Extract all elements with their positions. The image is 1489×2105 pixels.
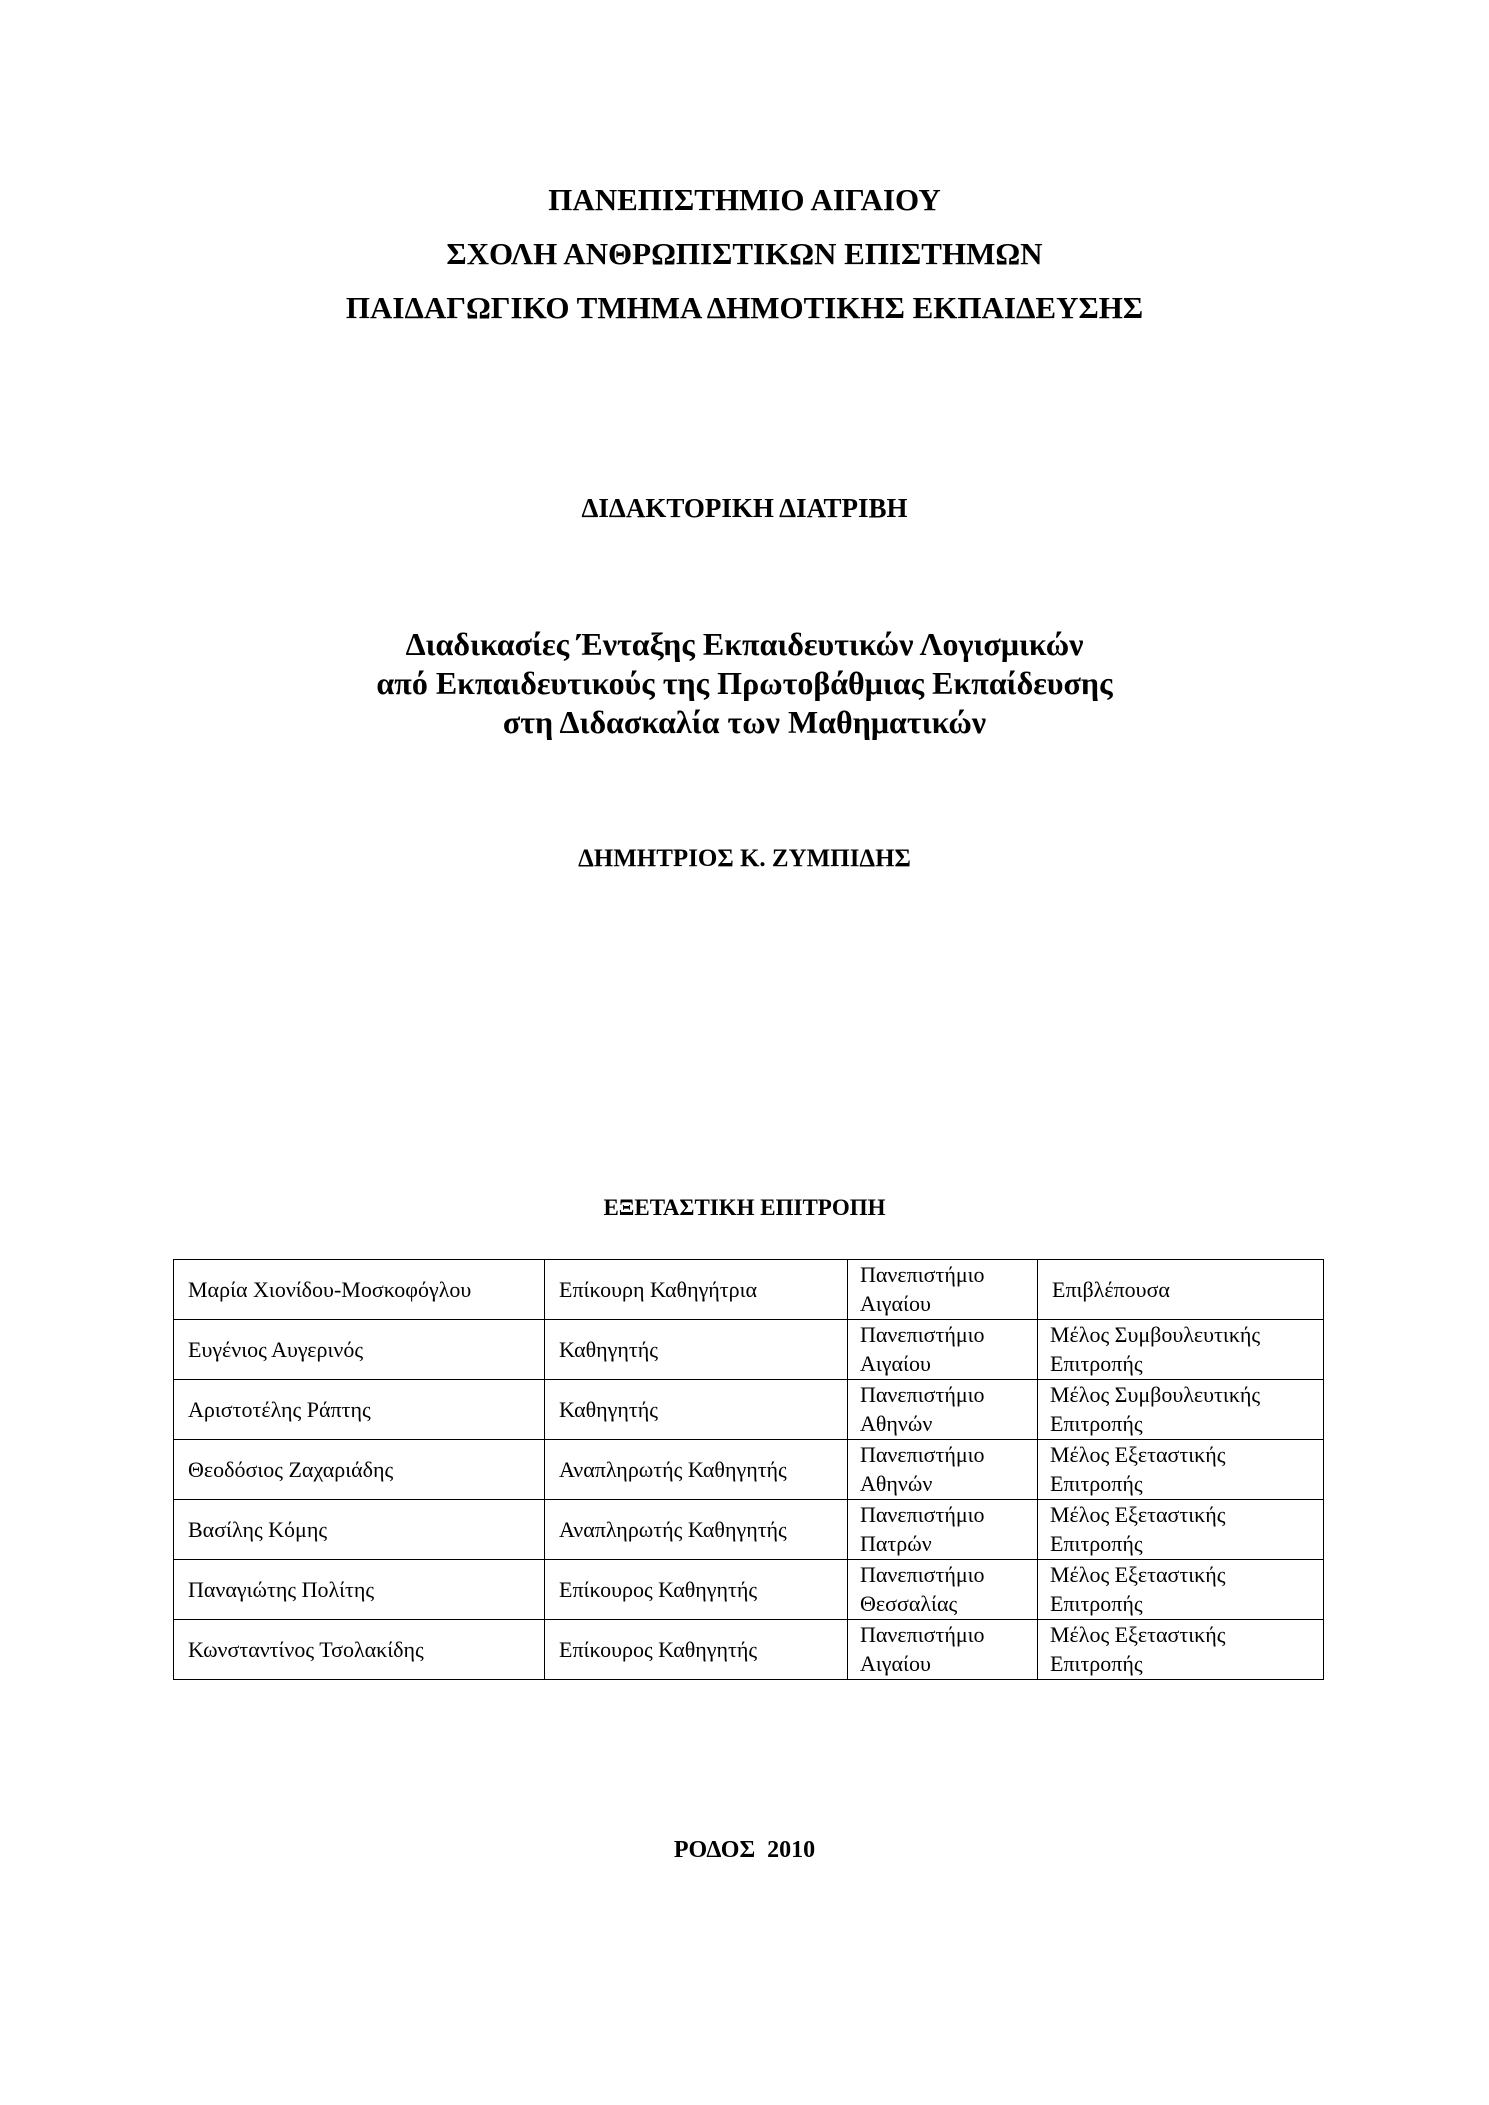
member-role <box>1038 1560 1324 1620</box>
member-role <box>1038 1440 1324 1500</box>
department-name: ΠΑΙΔΑΓΩΓΙΚΟ ΤΜΗΜΑ ΔΗΜΟΤΙΚΗΣ ΕΚΠΑΙΔΕΥΣΗΣ <box>345 290 1144 325</box>
role-line-1: Μέλος Εξεταστικής <box>1050 1562 1226 1587</box>
role-line-1: Μέλος Εξεταστικής <box>1050 1622 1226 1647</box>
university-line-1: Πανεπιστήμιο <box>860 1322 985 1347</box>
table-row <box>174 1620 1324 1680</box>
role-line-1: Επιβλέπουσα <box>1052 1277 1170 1302</box>
university-line-2: Πατρών <box>860 1531 932 1556</box>
member-university <box>848 1320 1038 1380</box>
member-name: Θεοδόσιος Ζαχαριάδης <box>174 1440 545 1500</box>
member-rank: Αναπληρωτής Καθηγητής <box>545 1440 848 1500</box>
member-name: Κωνσταντίνος Τσολακίδης <box>174 1620 545 1680</box>
university-line-1: Πανεπιστήμιο <box>860 1562 985 1587</box>
school-name: ΣΧΟΛΗ ΑΝΘΡΩΠΙΣΤΙΚΩΝ ΕΠΙΣΤΗΜΩΝ <box>446 236 1043 271</box>
university-line-1: Πανεπιστήμιο <box>860 1262 985 1287</box>
university-line-1: Πανεπιστήμιο <box>860 1622 985 1647</box>
place-and-year: ΡΟΔΟΣ 2010 <box>673 1837 816 1863</box>
thesis-title-line-3: στη Διδασκαλία των Μαθηματικών <box>502 704 987 740</box>
university-line-1: Πανεπιστήμιο <box>860 1502 985 1527</box>
table-row <box>174 1500 1324 1560</box>
role-line-2: Επιτροπής <box>1050 1531 1143 1556</box>
member-name: Αριστοτέλης Ράπτης <box>174 1380 545 1440</box>
table-row <box>174 1560 1324 1620</box>
table-row <box>174 1440 1324 1500</box>
member-rank: Αναπληρωτής Καθηγητής <box>545 1500 848 1560</box>
member-role <box>1038 1320 1324 1380</box>
member-name: Βασίλης Κόμης <box>174 1500 545 1560</box>
member-role <box>1038 1620 1324 1680</box>
member-university <box>848 1260 1038 1320</box>
university-line-1: Πανεπιστήμιο <box>860 1442 985 1467</box>
author-name: ΔΗΜΗΤΡΙΟΣ Κ. ΖΥΜΠΙΔΗΣ <box>578 845 911 872</box>
thesis-title-line-2: από Εκπαιδευτικούς της Πρωτοβάθμιας Εκπαίδευσης <box>376 665 1113 701</box>
university-line-1: Πανεπιστήμιο <box>860 1382 985 1407</box>
role-line-2: Επιτροπής <box>1050 1471 1143 1496</box>
member-rank: Επίκουρη Καθηγήτρια <box>545 1260 848 1320</box>
role-line-1: Μέλος Εξεταστικής <box>1050 1442 1226 1467</box>
university-line-2: Αθηνών <box>860 1411 933 1436</box>
thesis-title <box>0 625 1489 742</box>
member-rank: Επίκουρος Καθηγητής <box>545 1620 848 1680</box>
member-rank: Επίκουρος Καθηγητής <box>545 1560 848 1620</box>
member-university <box>848 1620 1038 1680</box>
document-type: ΔΙΔΑΚΤΟΡΙΚΗ ΔΙΑΤΡΙΒΗ <box>581 493 908 523</box>
member-role <box>1038 1380 1324 1440</box>
member-name: Μαρία Χιονίδου-Μοσκοφόγλου <box>174 1260 545 1320</box>
role-line-1: Μέλος Εξεταστικής <box>1050 1502 1226 1527</box>
committee-table <box>173 1259 1324 1680</box>
thesis-title-line-1: Διαδικασίες Ένταξης Εκπαιδευτικών Λογισμικών <box>405 626 1084 662</box>
table-row <box>174 1380 1324 1440</box>
university-line-2: Αιγαίου <box>860 1291 931 1316</box>
role-line-2: Επιτροπής <box>1050 1651 1143 1676</box>
university-line-2: Αθηνών <box>860 1471 933 1496</box>
university-line-2: Αιγαίου <box>860 1351 931 1376</box>
member-role <box>1038 1260 1324 1320</box>
member-university <box>848 1380 1038 1440</box>
role-line-1: Μέλος Συμβουλευτικής <box>1050 1382 1261 1407</box>
role-line-2: Επιτροπής <box>1050 1591 1143 1616</box>
member-university <box>848 1500 1038 1560</box>
committee-heading: ΕΞΕΤΑΣΤΙΚΗ ΕΠΙΤΡΟΠΗ <box>603 1195 886 1220</box>
university-line-2: Αιγαίου <box>860 1651 931 1676</box>
member-role <box>1038 1500 1324 1560</box>
member-rank: Καθηγητής <box>545 1380 848 1440</box>
member-rank: Καθηγητής <box>545 1320 848 1380</box>
member-name: Ευγένιος Αυγερινός <box>174 1320 545 1380</box>
role-line-2: Επιτροπής <box>1050 1411 1143 1436</box>
role-line-2: Επιτροπής <box>1050 1351 1143 1376</box>
member-university <box>848 1440 1038 1500</box>
member-university <box>848 1560 1038 1620</box>
university-line-2: Θεσσαλίας <box>860 1591 958 1616</box>
table-row <box>174 1320 1324 1380</box>
university-header <box>0 173 1489 335</box>
member-name: Παναγιώτης Πολίτης <box>174 1560 545 1620</box>
university-name: ΠΑΝΕΠΙΣΤΗΜΙΟ ΑΙΓΑΙΟΥ <box>548 182 941 217</box>
role-line-1: Μέλος Συμβουλευτικής <box>1050 1322 1261 1347</box>
table-row <box>174 1260 1324 1320</box>
